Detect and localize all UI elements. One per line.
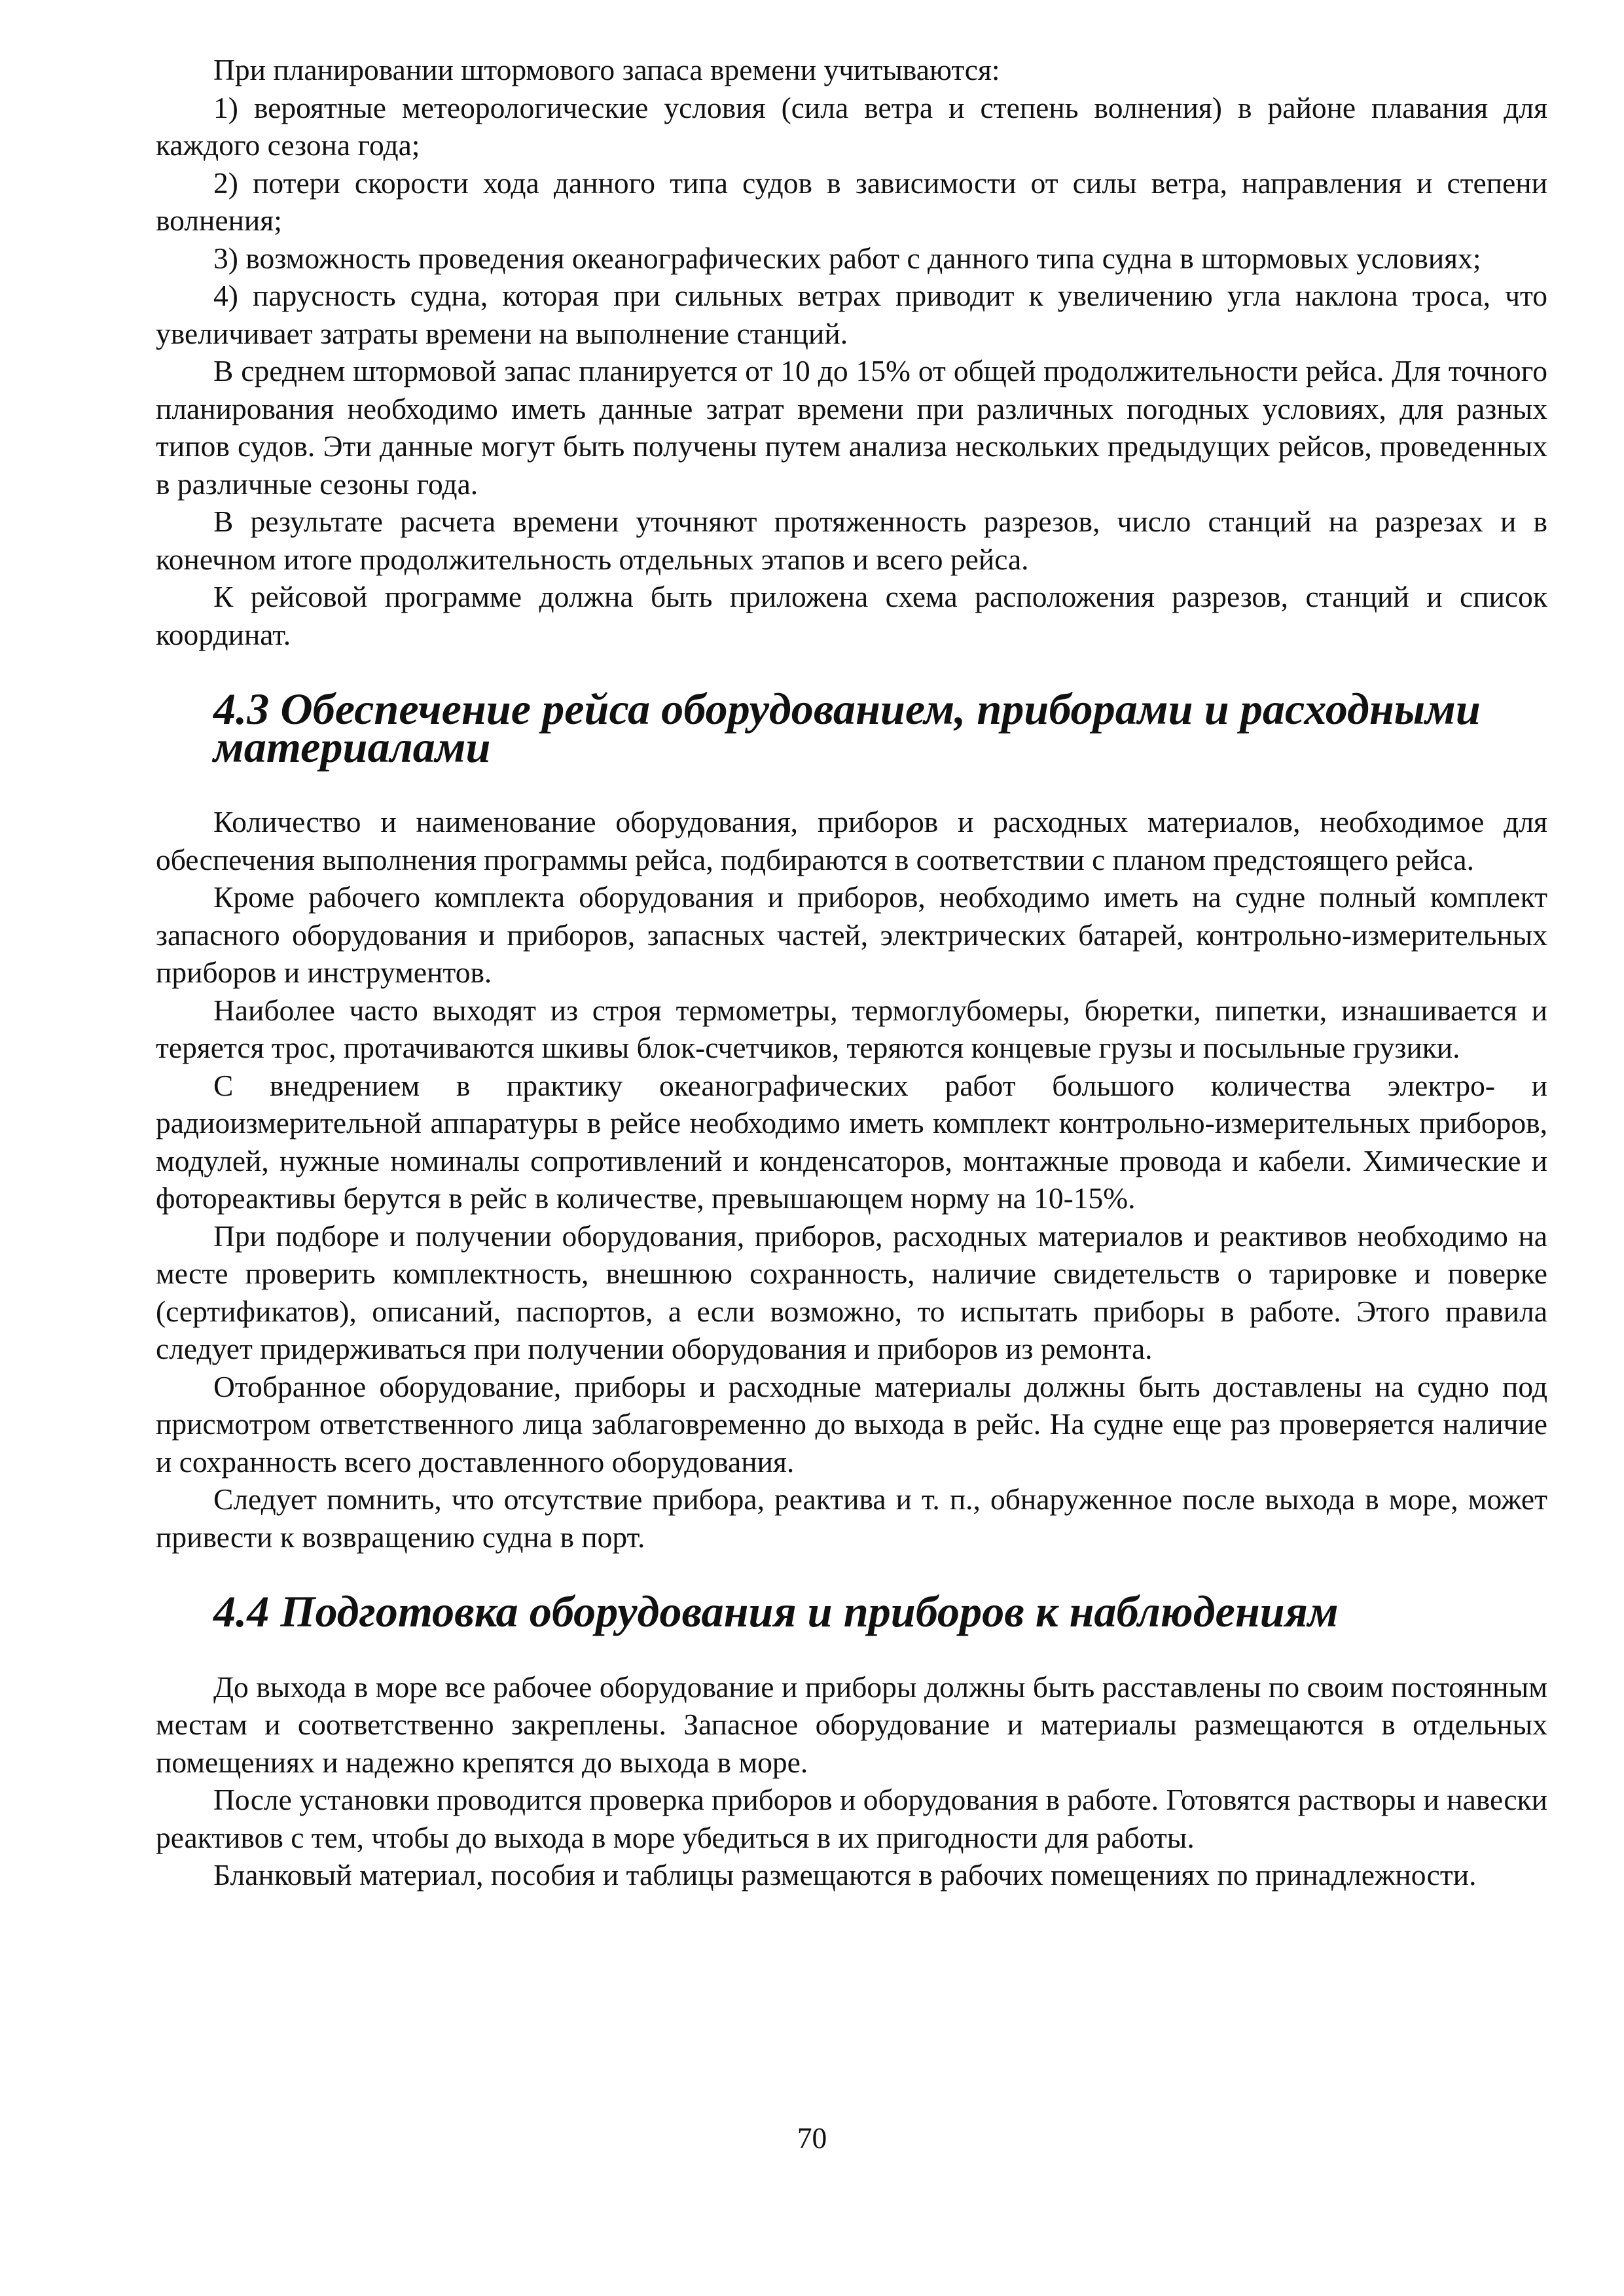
paragraph: К рейсовой программе должна быть приложена схема расположения разрезов, станций и список координат. xyxy=(156,580,1547,651)
list-item: 4) парусность судна, которая при сильных ветрах приводит к увеличению угла наклона троса, что увеличивает затраты времени на выполнение станций. xyxy=(156,279,1547,350)
section-heading-4-4: 4.4 Подготовка оборудования и приборов к наблюдениям xyxy=(213,1587,1339,1636)
paragraph: Отобранное оборудование, приборы и расходные материалы должны быть доставлены на судно под присмотром ответственного лица заблаговременно до выхода в рейс. На судне еще раз проверяется наличие и сохранность всего доставленного оборудования. xyxy=(156,1369,1547,1479)
paragraph: При подборе и получении оборудования, приборов, расходных материалов и реактивов необходимо на месте проверить комплектность, внешнюю сохранность, наличие свидетельств о тарировке и поверке (сертификатов), описаний, паспортов, а если возможно, то испытать приборы в работе. Этого правила следует придерживаться при получении оборудования и приборов из ремонта. xyxy=(156,1219,1547,1365)
section-heading-4-3: 4.3 Обеспечение рейса оборудованием, приборами и расходными материалами xyxy=(213,684,1481,772)
paragraph: С внедрением в практику океанографических работ большого количества электро- и радиоизмерительной аппаратуры в рейсе необходимо иметь комплект контрольно-измерительных приборов, модулей, нужные номиналы сопротивлений и конденсаторов, монтажные провода и кабели. Химические и фотореактивы берутся в рейс в количестве, превышающем норму на 10-15%. xyxy=(156,1068,1547,1215)
document-page xyxy=(156,51,1547,1894)
intro-lead: При планировании штормового запаса времени учитываются: xyxy=(213,53,1000,86)
list-item: 3) возможность проведения океанографических работ с данного типа судна в штормовых условиях; xyxy=(213,241,1481,275)
paragraph: После установки проводится проверка приборов и оборудования в работе. Готовятся растворы и навески реактивов с тем, чтобы до выхода в море убедиться в их пригодности для работы. xyxy=(156,1783,1547,1854)
paragraph: До выхода в море все рабочее оборудование и приборы должны быть расставлены по своим постоянным местам и соответственно закреплены. Запасное оборудование и материалы размещаются в отдельных помещениях и надежно крепятся до выхода в море. xyxy=(156,1670,1547,1779)
paragraph: Бланковый материал, пособия и таблицы размещаются в рабочих помещениях по принадлежности. xyxy=(213,1858,1477,1892)
paragraph: В среднем штормовой запас планируется от 10 до 15% от общей продолжительности рейса. Для точного планирования необходимо иметь данные затрат времени при различных погодных условиях, для разных типов судов. Эти данные могут быть получены путем анализа нескольких предыдущих рейсов, проведенных в различные сезоны года. xyxy=(156,354,1547,501)
page-number: 70 xyxy=(797,2121,827,2155)
list-item: 1) вероятные метеорологические условия (сила ветра и степень волнения) в районе плавания для каждого сезона года; xyxy=(156,90,1547,162)
paragraph: В результате расчета времени уточняют протяженность разрезов, число станций на разрезах и в конечном итоге продолжительность отдельных этапов и всего рейса. xyxy=(156,505,1547,576)
list-item: 2) потери скорости хода данного типа судов в зависимости от силы ветра, направления и степени волнения; xyxy=(156,166,1547,237)
paragraph: Количество и наименование оборудования, приборов и расходных материалов, необходимое для обеспечения выполнения программы рейса, подбираются в соответствии с планом предстоящего рейса. xyxy=(156,805,1547,876)
paragraph: Наиболее часто выходят из строя термометры, термоглубомеры, бюретки, пипетки, изнашивается и теряется трос, протачиваются шкивы блок-счетчиков, теряются концевые грузы и посыльные грузики. xyxy=(156,993,1547,1064)
paragraph: Кроме рабочего комплекта оборудования и приборов, необходимо иметь на судне полный комплект запасного оборудования и приборов, запасных частей, электрических батарей, контрольно-измерительных приборов и инструментов. xyxy=(156,880,1547,989)
paragraph: Следует помнить, что отсутствие прибора, реактива и т. п., обнаруженное после выхода в море, может привести к возвращению судна в порт. xyxy=(156,1482,1547,1554)
